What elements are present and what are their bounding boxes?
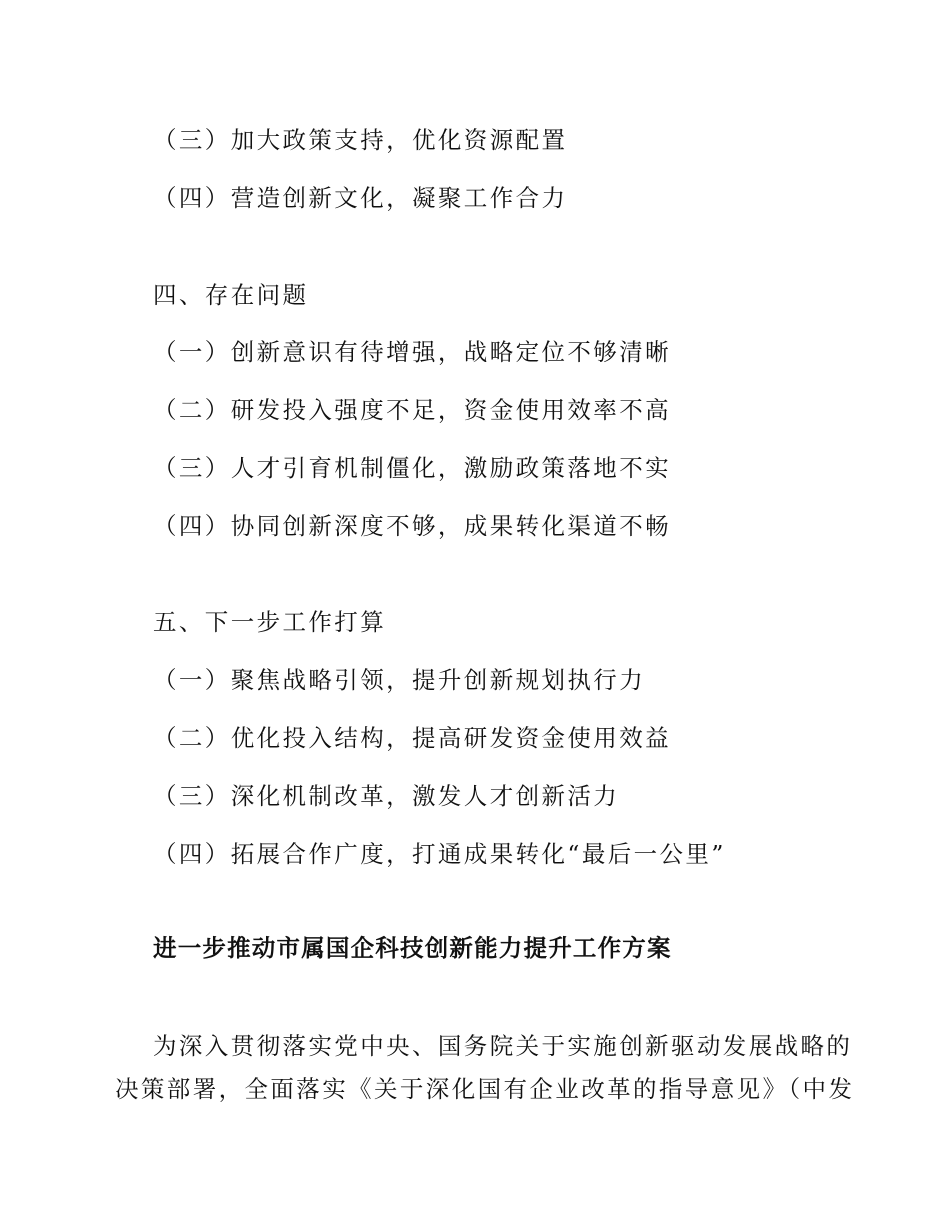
list-item: （一）聚焦战略引领，提升创新规划执行力 [153, 666, 646, 694]
document-title: 进一步推动市属国企科技创新能力提升工作方案 [153, 934, 672, 962]
paragraph-line: 为深入贯彻落实党中央、国务院关于实施创新驱动发展战略的 [153, 1032, 853, 1060]
list-item: （一）创新意识有待增强，战略定位不够清晰 [153, 338, 671, 366]
list-item: （三）加大政策支持，优化资源配置 [153, 126, 568, 154]
list-item: （四）协同创新深度不够，成果转化渠道不畅 [153, 512, 671, 540]
section-heading: 四、存在问题 [153, 281, 309, 309]
list-item: （三）深化机制改革，激发人才创新活力 [153, 782, 620, 810]
list-item: （二）研发投入强度不足，资金使用效率不高 [153, 396, 671, 424]
section-heading: 五、下一步工作打算 [153, 608, 387, 636]
list-item: （四）营造创新文化，凝聚工作合力 [153, 184, 568, 212]
list-item: （四）拓展合作广度，打通成果转化“最后一公里” [153, 840, 726, 868]
list-item: （三）人才引育机制僵化，激励政策落地不实 [153, 454, 671, 482]
list-item: （二）优化投入结构，提高研发资金使用效益 [153, 724, 671, 752]
paragraph-line: 决策部署，全面落实《关于深化国有企业改革的指导意见》（中发 [115, 1075, 855, 1103]
